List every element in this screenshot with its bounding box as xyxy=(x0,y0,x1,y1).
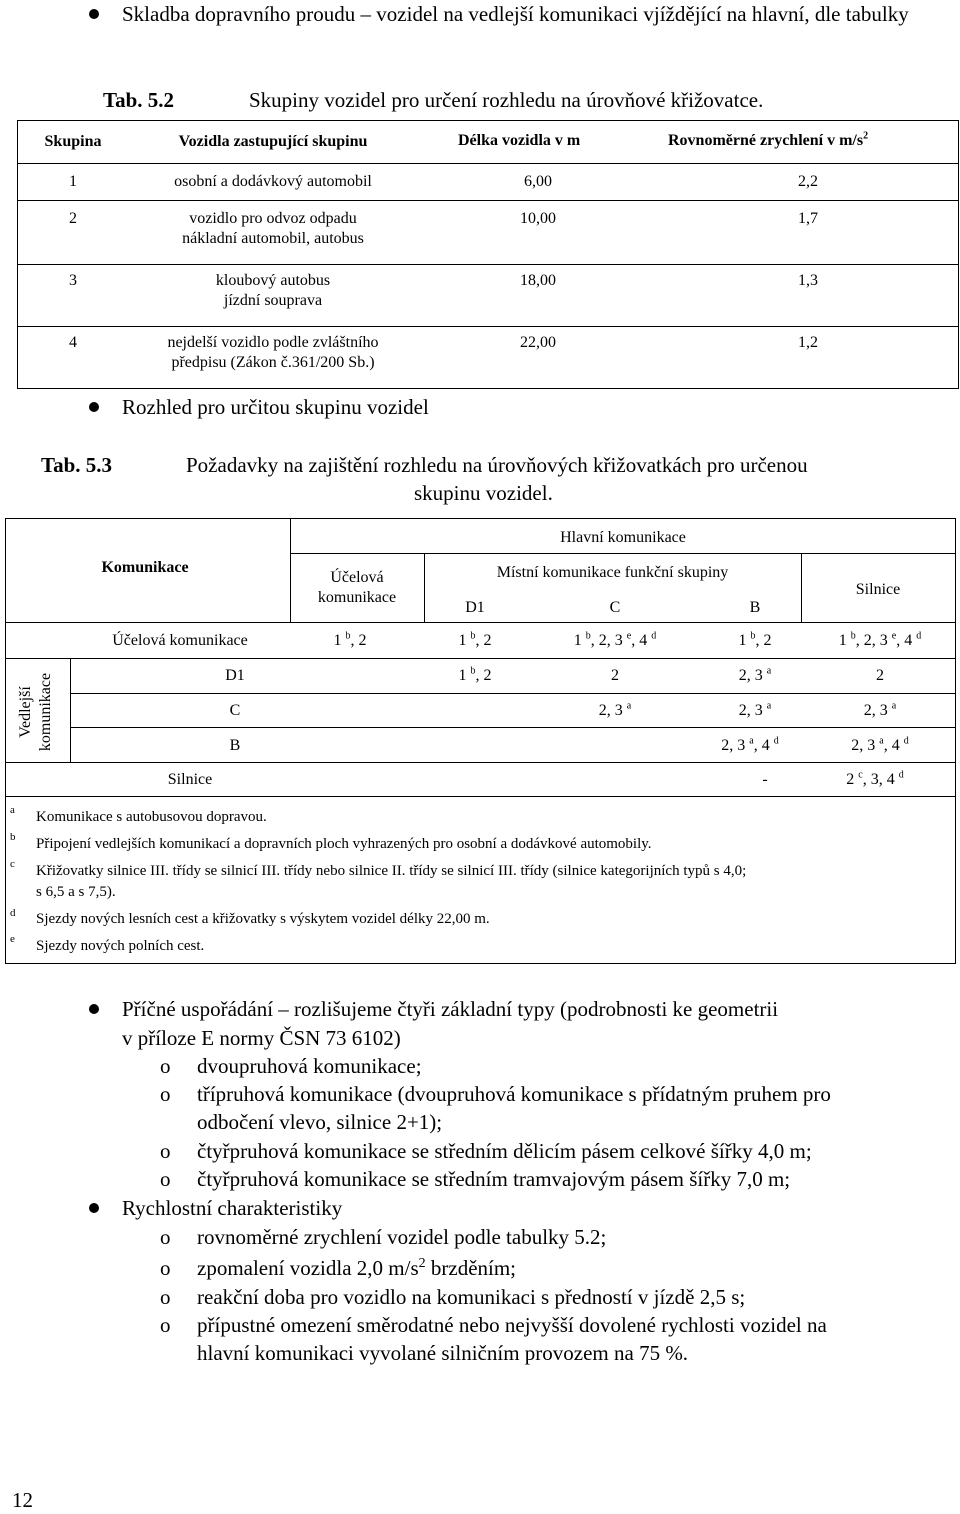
row-group: 1 xyxy=(18,164,129,201)
tab53-label: Tab. 5.3 xyxy=(41,453,113,477)
row-group: 2 xyxy=(18,201,129,265)
header-accel-text: Rovnoměrné zrychlení v $m/s^2$ xyxy=(668,130,869,149)
sub-bullet-text-cont: odbočení vlevo, silnice 2+1); xyxy=(197,1110,443,1134)
sub-bullet-text: třípruhová komunikace (dvoupruhová komunikace s přídatným pruhem pro xyxy=(197,1082,831,1106)
sub-bullet-text: rovnoměrné zrychlení vozidel podle tabulky 5.2; xyxy=(197,1225,607,1249)
cross-section-bullet: Příčné uspořádání – rozlišujeme čtyři základní typy (podrobnosti ke geometrii xyxy=(122,997,779,1021)
footnote-mark: b xyxy=(10,831,16,843)
sub-bullet-text: přípustné omezení směrodatné nebo nejvyšší dovolené rychlosti vozidel na xyxy=(197,1313,827,1337)
cell: 2, 3 $^a$ xyxy=(738,665,772,684)
tab53-title-line2: skupinu vozidel. xyxy=(414,481,553,505)
sub-bullet-mark: o xyxy=(160,1167,171,1191)
row-label-c: C xyxy=(229,702,241,719)
footnote-mark: a xyxy=(10,804,15,816)
sub-bullet-text: zpomalení vozidla 2,0 $m/s^2$ brzděním; xyxy=(197,1256,517,1280)
vedlejsi-label: Vedlejší komunikace xyxy=(17,672,54,752)
sub-bullet-mark: o xyxy=(160,1139,171,1163)
header-silnice: Silnice xyxy=(855,581,901,598)
intro-bullet-text: Skladba dopravního proudu – vozidel na vedlejší komunikaci vjíždějící na hlavní, dle tabulky xyxy=(122,2,909,26)
sub-bullet-mark: o xyxy=(160,1054,171,1078)
cell: 1 $^b$, 2 xyxy=(458,630,492,649)
cell: 2, 3 $^a$ xyxy=(598,700,632,719)
header-ucelova: Účelová komunikace xyxy=(317,569,397,606)
sub-bullet-text: čtyřpruhová komunikace se středním dělicím pásem celkové šířky 4,0 m; xyxy=(197,1139,812,1163)
sub-bullet-text: dvoupruhová komunikace; xyxy=(197,1054,422,1078)
cell: 2, 3 $^a$, 4 $^d$ xyxy=(851,735,909,754)
bullet-icon xyxy=(89,9,99,19)
footnote-text-cont: s 6,5 a s 7,5). xyxy=(36,884,116,900)
row-label-ucelova: Účelová komunikace xyxy=(112,632,248,649)
cell: - xyxy=(762,771,768,788)
row-vehicle: vozidlo pro odvoz odpadu nákladní automobil, autobus xyxy=(128,201,418,265)
speed-bullet: Rychlostní charakteristiky xyxy=(122,1196,343,1220)
row-accel: 1,3 xyxy=(658,265,959,327)
sub-bullet-mark: o xyxy=(160,1256,171,1280)
cell: 1 $^b$, 2 xyxy=(333,630,367,649)
row-vehicle: kloubový autobus jízdní souprava xyxy=(128,265,418,327)
header-b: B xyxy=(749,599,761,616)
sub-bullet-mark: o xyxy=(160,1285,171,1309)
bullet-rozhled: Rozhled pro určitou skupinu vozidel xyxy=(122,395,429,419)
bullet-icon xyxy=(89,1004,99,1014)
footnote-text: Připojení vedlejších komunikací a dopravních ploch vyhrazených pro osobní a dodávkové automobily. xyxy=(36,836,652,852)
tab52-label: Tab. 5.2 xyxy=(103,88,175,112)
footnote-text: Sjezdy nových polních cest. xyxy=(36,938,205,954)
cell: 1 $^b$, 2 xyxy=(738,630,772,649)
row-vehicle: nejdelší vozidlo podle zvláštního předpisu (Zákon č.361/200 Sb.) xyxy=(128,327,418,389)
cross-section-bullet-cont: v příloze E normy ČSN 73 6102) xyxy=(122,1026,401,1050)
header-c: C xyxy=(609,599,621,616)
cell: 2, 3 $^a$, 4 $^d$ xyxy=(721,735,779,754)
sub-bullet-text: reakční doba pro vozidlo na komunikaci s předností v jízdě 2,5 s; xyxy=(197,1285,746,1309)
cell: 1 $^b$, 2, 3 $^e$, 4 $^d$ xyxy=(573,630,657,649)
row-label-b: B xyxy=(229,737,241,754)
row-accel: 1,2 xyxy=(658,327,959,389)
row-accel: 1,7 xyxy=(658,201,959,265)
row-label-d1: D1 xyxy=(225,667,245,684)
footnote-text: Sjezdy nových lesních cest a křižovatky s výskytem vozidel délky 22,00 m. xyxy=(36,911,490,927)
row-vehicle: osobní a dodávkový automobil xyxy=(128,164,418,201)
row-length: 10,00 xyxy=(418,201,658,265)
cell: 1 $^b$, 2, 3 $^e$, 4 $^d$ xyxy=(838,630,922,649)
header-length-text: Délka vozidla v m xyxy=(458,132,581,149)
sub-bullet-mark: o xyxy=(160,1225,171,1249)
header-d1: D1 xyxy=(465,599,485,616)
bullet-icon xyxy=(89,402,99,412)
cell: 2, 3 $^a$ xyxy=(863,700,897,719)
cell: 2 xyxy=(611,667,619,684)
sub-bullet-text-cont: hlavní komunikaci vyvolané silničním provozem na 75 %. xyxy=(197,1341,689,1365)
footnote-text: Komunikace s autobusovou dopravou. xyxy=(36,809,267,825)
row-accel: 2,2 xyxy=(658,164,959,201)
sub-bullet-text: čtyřpruhová komunikace se středním tramvajovým pásem šířky 7,0 m; xyxy=(197,1167,791,1191)
footnote-text: Křižovatky silnice III. třídy se silnicí III. třídy nebo silnice II. třídy se silnicí III. třídy (silnice kategorijních typů s 4,0; xyxy=(36,863,747,879)
bullet-icon xyxy=(89,1203,99,1213)
cell: 2 xyxy=(876,667,884,684)
footnote-mark: d xyxy=(10,907,16,919)
header-group: Skupina xyxy=(18,121,129,164)
header-komunikace: Komunikace xyxy=(101,559,189,576)
footnote-mark: e xyxy=(10,933,15,945)
tab52-title: Skupiny vozidel pro určení rozhledu na úrovňové křižovatce. xyxy=(249,88,764,112)
vehicle-groups-table xyxy=(17,120,959,389)
cell: 1 $^b$, 2 xyxy=(458,665,492,684)
row-group: 3 xyxy=(18,265,129,327)
cell: 2, 3 $^a$ xyxy=(738,700,772,719)
row-length: 6,00 xyxy=(418,164,658,201)
cell: 2 $^c$, 3, 4 $^d$ xyxy=(846,769,904,788)
row-length: 22,00 xyxy=(418,327,658,389)
row-label-silnice: Silnice xyxy=(167,771,213,788)
sub-bullet-mark: o xyxy=(160,1313,171,1337)
header-vehicles: Vozidla zastupující skupinu xyxy=(128,121,418,164)
tab53-title-line1: Požadavky na zajištění rozhledu na úrovňových křižovatkách pro určenou xyxy=(186,453,808,477)
row-length: 18,00 xyxy=(418,265,658,327)
page-number: 12 xyxy=(12,1488,33,1512)
footnote-mark: c xyxy=(10,858,15,870)
header-hlavni: Hlavní komunikace xyxy=(560,529,686,546)
sub-bullet-mark: o xyxy=(160,1082,171,1106)
header-mistni: Místní komunikace funkční skupiny xyxy=(496,564,729,581)
row-group: 4 xyxy=(18,327,129,389)
